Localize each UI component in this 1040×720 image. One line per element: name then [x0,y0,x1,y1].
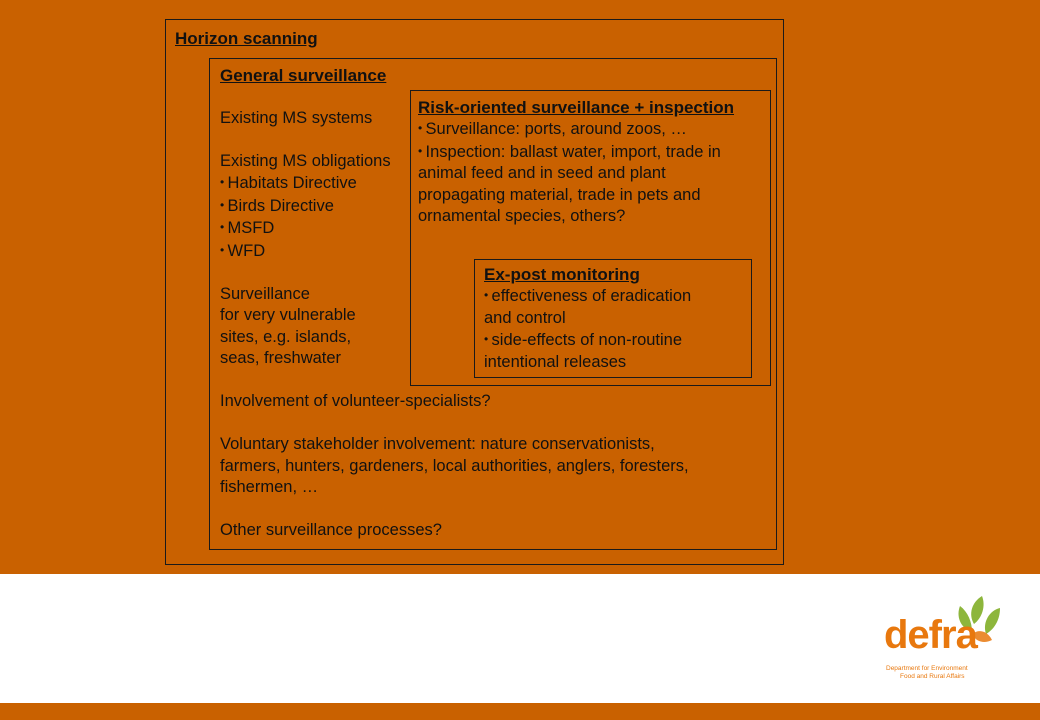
volunteer-text: Involvement of volunteer-specialists? [220,392,491,410]
obligation-item: • WFD [220,240,689,263]
surveillance-line: for very vulnerable [220,306,356,324]
ex-post-bullet: • side-effects of non-routine [484,329,691,352]
obligations-heading: Existing MS obligations [220,151,391,170]
ex-post-monitoring-box [474,259,752,378]
logo-subtitle-line: Department for Environment [886,665,968,672]
risk-bullet-cont: ornamental species, others? [418,207,626,225]
voluntary-line: fishermen, … [220,478,319,496]
risk-bullet: • Surveillance: ports, around zoos, … [418,118,734,141]
horizon-scanning-title: Horizon scanning [175,29,318,48]
risk-bullet-cont: animal feed and in seed and plant [418,164,666,182]
existing-systems-text: Existing MS systems [220,108,373,127]
surveillance-line: seas, freshwater [220,349,342,367]
footer-strip [0,703,1040,720]
logo-wordmark: defra [884,613,977,657]
other-processes-text: Other surveillance processes? [220,521,442,539]
voluntary-line: Voluntary stakeholder involvement: nature conservationists, [220,435,655,453]
risk-bullet-cont: propagating material, trade in pets and [418,185,701,204]
voluntary-line: farmers, hunters, gardeners, local authorities, anglers, foresters, [220,456,689,475]
obligation-item: • Habitats Directive [220,172,689,195]
surveillance-line: sites, e.g. islands, [220,327,352,346]
defra-logo [884,594,1002,686]
risk-oriented-title: Risk-oriented surveillance + inspection [418,98,735,117]
ex-post-bullet: • effectiveness of eradication [484,285,691,308]
logo-subtitle [886,665,968,681]
surveillance-line: Surveillance [220,284,310,303]
obligation-item: • MSFD [220,217,689,240]
risk-bullet: • Inspection: ballast water, import, trade in [418,141,734,164]
logo-subtitle-line: Food and Rural Affairs [900,673,965,680]
ex-post-bullet-cont: and control [484,308,566,327]
ex-post-title: Ex-post monitoring [484,265,640,284]
obligation-item: • Birds Directive [220,195,689,218]
ex-post-bullet-cont: intentional releases [484,352,627,371]
general-surveillance-title: General surveillance [220,66,387,85]
